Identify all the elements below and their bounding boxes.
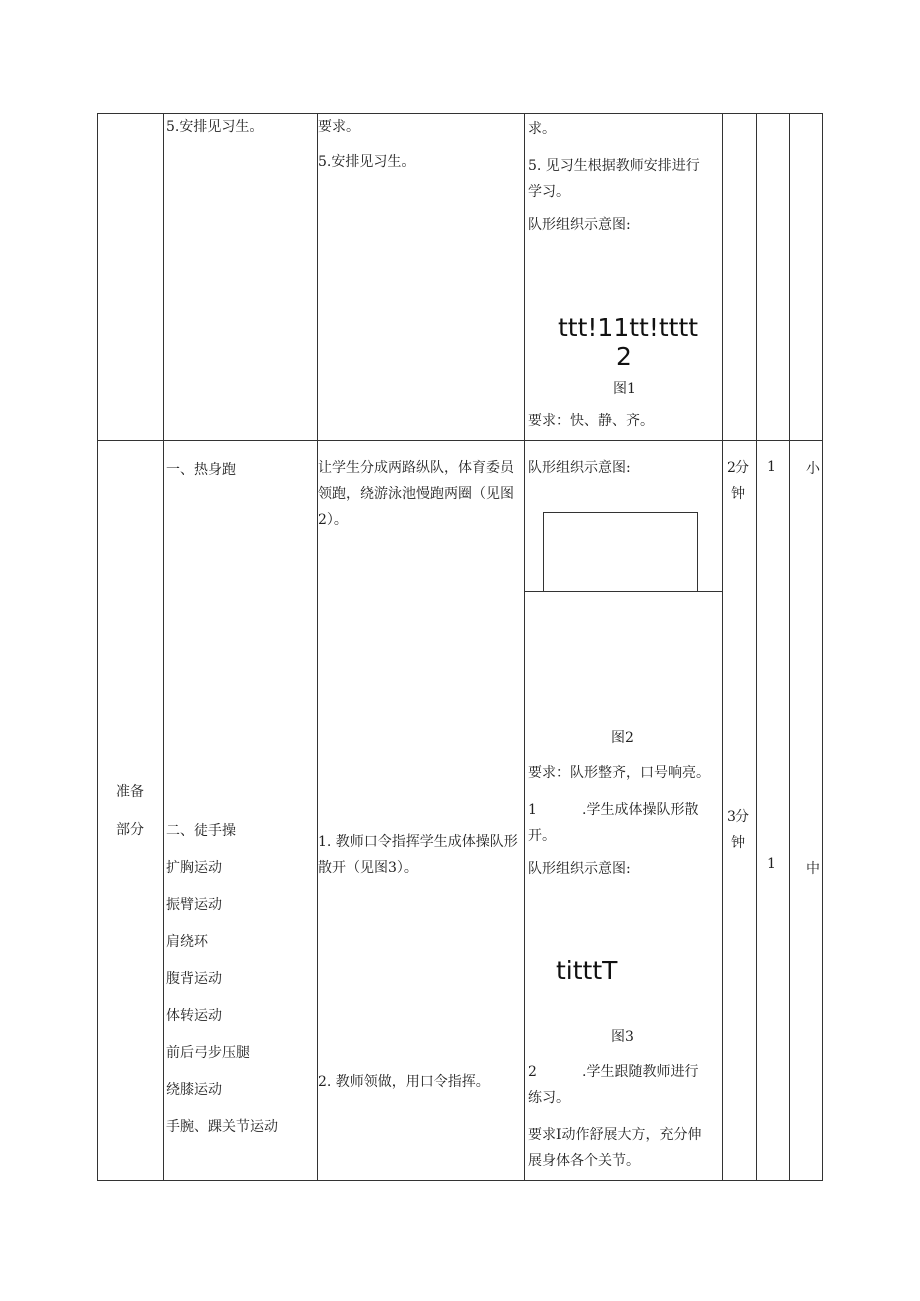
row1-student-line4: 队形组织示意图: xyxy=(528,217,631,233)
col-line-5 xyxy=(722,113,723,1181)
time-exercise-unit: 分 xyxy=(735,809,749,825)
figure1-requirement: 要求：快、静、齐。 xyxy=(528,413,654,429)
exercise-item: 绕膝运动 xyxy=(166,1082,222,1098)
time-exercise-number: 3 xyxy=(727,809,736,825)
exercise-item: 前后弓步压腿 xyxy=(166,1045,250,1061)
row1-teacher-line2: 5.安排见习生。 xyxy=(318,154,416,170)
warmup-title: 一、热身跑 xyxy=(166,462,236,478)
row1-student-line2: 5. 见习生根据教师安排进行 xyxy=(528,158,700,174)
row1-student-line3: 学习。 xyxy=(528,184,570,200)
part-label-line1: 准备 xyxy=(116,784,144,800)
figure2-divider xyxy=(524,591,722,592)
time-warmup-unit: 分 xyxy=(735,460,749,476)
figure1-formation: ttt!11tt!tttt xyxy=(558,313,699,342)
col-line-4 xyxy=(524,113,525,1181)
exercise-item: 肩绕环 xyxy=(166,934,208,950)
col-line-8 xyxy=(822,113,823,1181)
figure1-caption: 图1 xyxy=(613,381,636,397)
student-item1-text: .学生成体操队形散 xyxy=(582,802,699,818)
figure2-pool-diagram xyxy=(543,512,698,592)
student-fig-intro2: 队形组织示意图: xyxy=(528,861,631,877)
student-item1-cont: 开。 xyxy=(528,828,556,844)
table-bottom-border xyxy=(97,1180,823,1181)
figure1-number: 2 xyxy=(616,342,632,371)
time-warmup-number: 2 xyxy=(727,460,736,476)
teacher-step2: 2. 教师领做，用口令指挥。 xyxy=(318,1074,490,1090)
exercise-item: 体转运动 xyxy=(166,1008,222,1024)
part-label-line2: 部分 xyxy=(116,822,144,838)
student-item1-number: 1 xyxy=(528,802,537,818)
intensity-exercise: 中 xyxy=(806,861,820,877)
row1-teacher-line1: 要求。 xyxy=(318,119,360,135)
exercise-item: 振臂运动 xyxy=(166,897,222,913)
student-requirement-line2: 展身体各个关节。 xyxy=(528,1153,640,1169)
student-item2-number: 2 xyxy=(528,1064,537,1080)
exercise-title: 二、徒手操 xyxy=(166,823,236,839)
col-line-2 xyxy=(163,113,164,1181)
col-line-3 xyxy=(317,113,318,1181)
row1-content: 5.安排见习生。 xyxy=(166,119,264,135)
time-warmup-unit: 钟 xyxy=(731,486,745,502)
figure3-formation: titttT xyxy=(556,956,618,985)
figure3-caption: 图3 xyxy=(611,1029,634,1045)
student-item2-text: .学生跟随教师进行 xyxy=(582,1064,699,1080)
count-warmup: 1 xyxy=(767,459,776,475)
col-line-1 xyxy=(97,113,98,1181)
student-requirement-line1: 要求I动作舒展大方，充分伸 xyxy=(528,1127,702,1143)
student-fig-intro: 队形组织示意图: xyxy=(528,460,631,476)
exercise-item: 扩胸运动 xyxy=(166,860,222,876)
col-line-7 xyxy=(789,113,790,1181)
count-exercise: 1 xyxy=(767,856,776,872)
teacher-warmup-text: 让学生分成两路纵队，体育委员领跑，绕游泳池慢跑两圈（见图2）。 xyxy=(318,460,514,528)
col-line-6 xyxy=(756,113,757,1181)
intensity-warmup: 小 xyxy=(806,461,820,477)
row-divider xyxy=(97,440,823,441)
row1-student-line1: 求。 xyxy=(528,121,556,137)
exercise-item: 腹背运动 xyxy=(166,971,222,987)
teacher-step1: 1. 教师口令指挥学生成体操队形散开（见图3）。 xyxy=(318,834,518,876)
exercise-item: 手腕、踝关节运动 xyxy=(166,1119,278,1135)
student-item2-cont: 练习。 xyxy=(528,1090,570,1106)
time-exercise-unit: 钟 xyxy=(731,835,745,851)
figure2-requirement: 要求：队形整齐，口号响亮。 xyxy=(528,765,710,781)
figure2-caption: 图2 xyxy=(611,730,634,746)
